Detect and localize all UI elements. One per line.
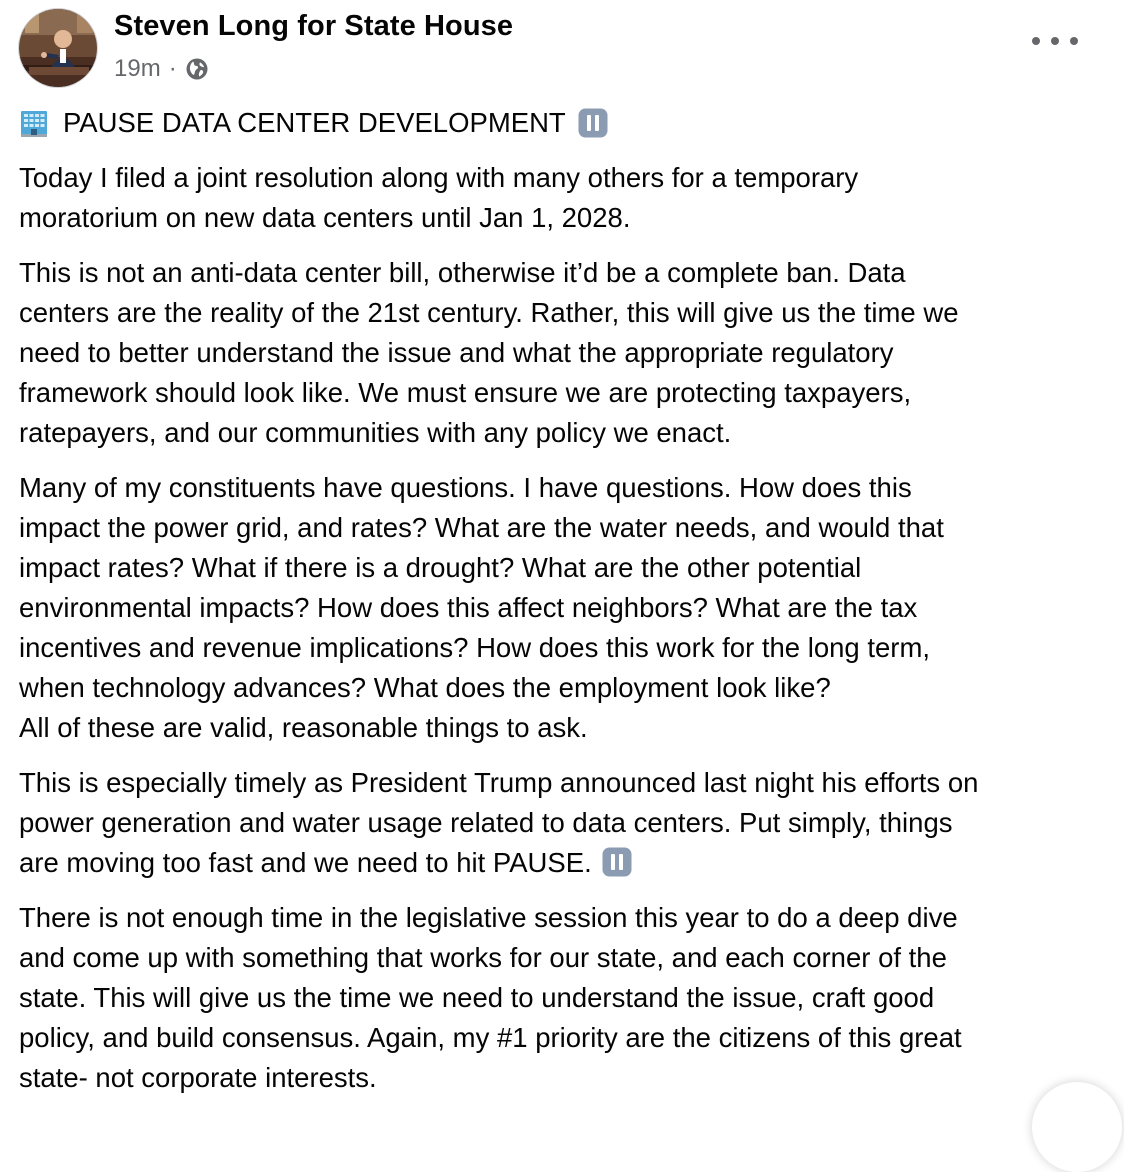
post-timestamp[interactable]: 19m — [114, 55, 161, 82]
globe-icon[interactable] — [185, 57, 209, 81]
headline-text: PAUSE DATA CENTER DEVELOPMENT — [63, 107, 566, 138]
meta-separator: · — [168, 55, 177, 82]
paragraph-text: This is especially timely as President Trump announced last night his efforts on power generation and water usage related to data centers. Put simply, things are moving too fast and we need to hit PAUSE. — [19, 767, 979, 878]
more-dot-icon — [1051, 37, 1059, 45]
avatar-photo — [19, 9, 98, 88]
post-paragraph: Many of my constituents have questions. I have questions. How does this impact the power grid, and rates? What are the water needs, and would that impact rates? What if there is a drought? What are the other potential environmental impacts? How does this affect neighbors? What are the tax incentives and revenue implications? How does this work for the long term, when technology advances? What does the employment look like? All of these are valid, reasonable things to ask. — [19, 472, 944, 743]
pause-button-icon — [602, 847, 632, 877]
floating-action-button[interactable] — [1032, 1082, 1122, 1172]
office-building-icon — [19, 108, 49, 138]
post-headline — [19, 103, 1109, 143]
pause-button-icon — [578, 108, 608, 138]
post-paragraph: Today I filed a joint resolution along with many others for a temporary moratorium on new data centers until Jan 1, 2028. — [19, 162, 859, 233]
post-paragraph: There is not enough time in the legislative session this year to do a deep dive and come up with something that works for our state, and each corner of the state. This will give us the time we need to understand the issue, craft good policy, and build consensus. Again, my #1 priority are the citizens of this great state- not corporate interests. — [19, 902, 962, 1093]
more-options-button[interactable] — [1032, 26, 1078, 56]
post-header — [18, 8, 1108, 88]
author-name[interactable]: Steven Long for State House — [114, 10, 514, 42]
avatar[interactable] — [18, 8, 98, 88]
more-dot-icon — [1070, 37, 1078, 45]
post-meta — [114, 54, 209, 84]
post-paragraph: This is not an anti-data center bill, otherwise it’d be a complete ban. Data centers are the reality of the 21st century. Rather, this will give us the time we need to better understand the issue and what the appropriate regulatory framework should look like. We must ensure we are protecting taxpayers, ratepayers, and our communities with any policy we enact. — [19, 257, 959, 448]
post-body — [19, 103, 1109, 1113]
more-dot-icon — [1032, 37, 1040, 45]
post-paragraph — [19, 763, 1109, 883]
